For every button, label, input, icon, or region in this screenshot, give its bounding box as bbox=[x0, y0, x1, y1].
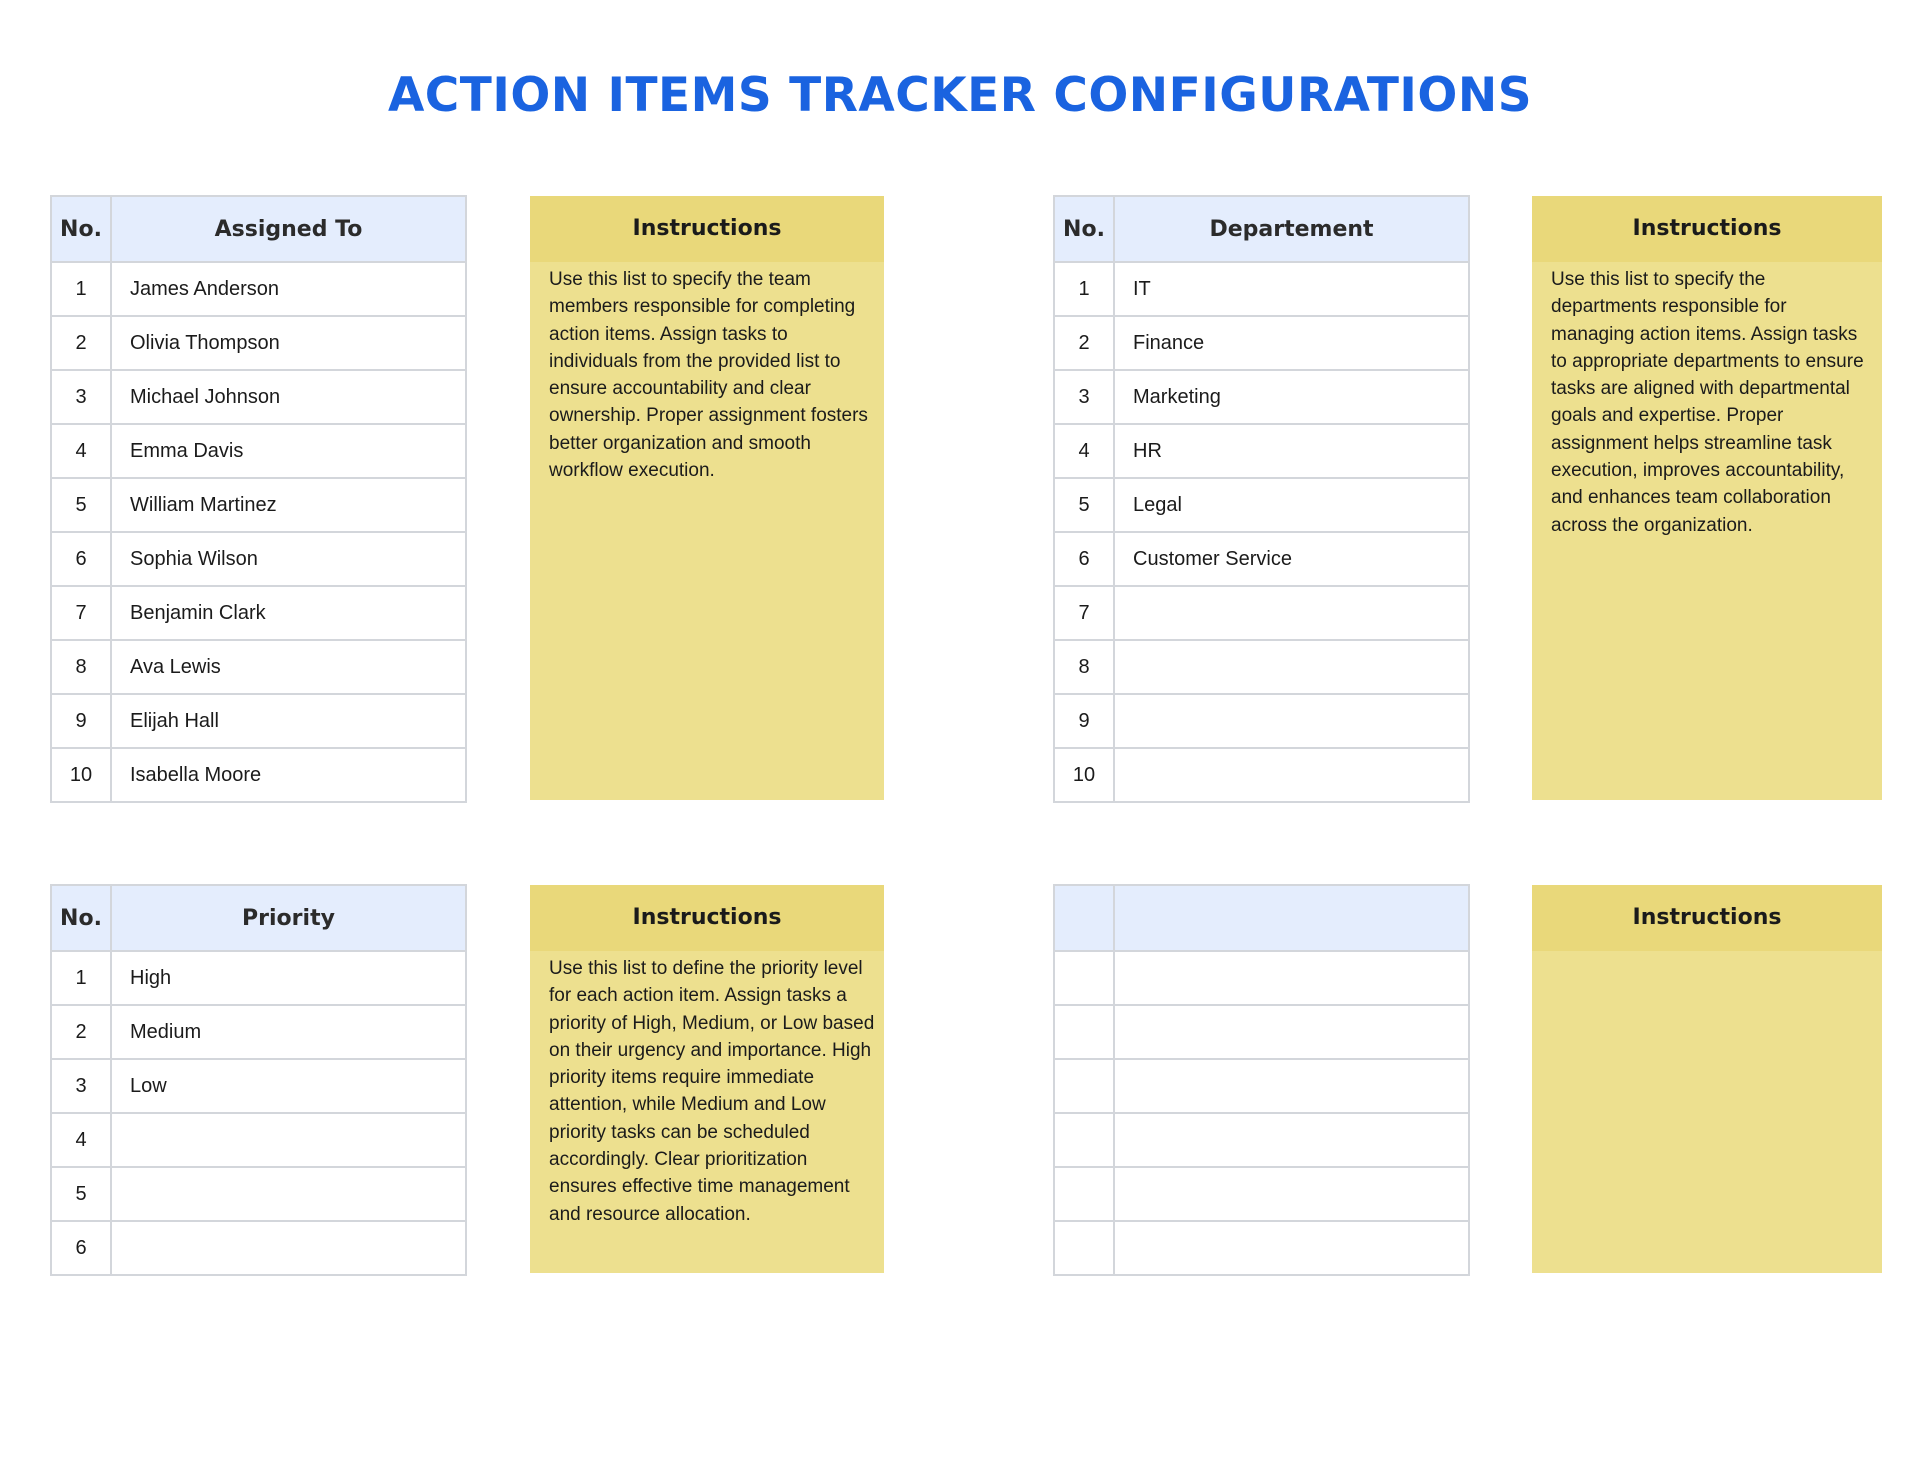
row-number: 6 bbox=[1054, 532, 1114, 586]
priority-cell[interactable] bbox=[111, 1113, 466, 1167]
table-row bbox=[1054, 640, 1469, 694]
department-cell[interactable]: Finance bbox=[1114, 316, 1469, 370]
department-cell[interactable]: Customer Service bbox=[1114, 532, 1469, 586]
table-row bbox=[1054, 748, 1469, 802]
row-number: 3 bbox=[51, 370, 111, 424]
table-row bbox=[51, 694, 466, 748]
priority-cell[interactable]: Low bbox=[111, 1059, 466, 1113]
assigned-to-table bbox=[50, 195, 467, 803]
row-number: 6 bbox=[51, 532, 111, 586]
instructions-title: Instructions bbox=[530, 196, 884, 262]
row-number: 10 bbox=[51, 748, 111, 802]
row-number bbox=[1054, 1167, 1114, 1221]
table-row bbox=[1054, 262, 1469, 316]
blank-config-table bbox=[1053, 884, 1470, 1276]
table-row bbox=[1054, 316, 1469, 370]
row-number: 1 bbox=[51, 951, 111, 1005]
value-cell[interactable] bbox=[1114, 1167, 1469, 1221]
table-row bbox=[1054, 1221, 1469, 1275]
row-number: 9 bbox=[51, 694, 111, 748]
table-row bbox=[1054, 1059, 1469, 1113]
table-row bbox=[51, 316, 466, 370]
row-number bbox=[1054, 1059, 1114, 1113]
instructions-title: Instructions bbox=[530, 885, 884, 951]
instructions-text: Use this list to specify the departments responsible for managing action items. Assign tasks to appropriate departments to ensure tasks are aligned with departmental goals and expertise. Proper assignment helps streamline task execution, improves accountability, and enhances team collaboration across the organization. bbox=[1551, 269, 1864, 536]
table-row bbox=[51, 951, 466, 1005]
priority-cell[interactable] bbox=[111, 1221, 466, 1275]
table-header-row bbox=[51, 885, 466, 951]
table-row bbox=[1054, 951, 1469, 1005]
row-number: 1 bbox=[1054, 262, 1114, 316]
priority-column-header: Priority bbox=[111, 885, 466, 951]
row-number: 9 bbox=[1054, 694, 1114, 748]
instructions-text bbox=[1532, 951, 1882, 955]
table-row bbox=[1054, 370, 1469, 424]
row-number bbox=[1054, 1221, 1114, 1275]
row-number: 4 bbox=[1054, 424, 1114, 478]
row-number: 2 bbox=[51, 316, 111, 370]
assignee-cell[interactable]: James Anderson bbox=[111, 262, 466, 316]
table-row bbox=[1054, 424, 1469, 478]
table-row bbox=[51, 424, 466, 478]
table-row bbox=[1054, 478, 1469, 532]
assignee-cell[interactable]: Isabella Moore bbox=[111, 748, 466, 802]
assigned-instructions-panel bbox=[530, 196, 884, 800]
table-row bbox=[51, 478, 466, 532]
priority-instructions-panel bbox=[530, 885, 884, 1273]
department-cell[interactable] bbox=[1114, 640, 1469, 694]
row-number: 3 bbox=[51, 1059, 111, 1113]
department-cell[interactable] bbox=[1114, 586, 1469, 640]
table-header-row bbox=[1054, 196, 1469, 262]
department-column-header: Departement bbox=[1114, 196, 1469, 262]
instructions-text: Use this list to define the priority level for each action item. Assign tasks a priority of High, Medium, or Low based on their urgency and importance. High priority items require immediate attention, while Medium and Low priority tasks can be scheduled accordingly. Clear prioritization ensures effective time management and resource allocation. bbox=[549, 958, 875, 1225]
department-table bbox=[1053, 195, 1470, 803]
table-row bbox=[51, 1113, 466, 1167]
department-cell[interactable]: Legal bbox=[1114, 478, 1469, 532]
table-row bbox=[51, 1221, 466, 1275]
row-number: 8 bbox=[1054, 640, 1114, 694]
row-number: 5 bbox=[1054, 478, 1114, 532]
row-number: 2 bbox=[1054, 316, 1114, 370]
priority-cell[interactable]: High bbox=[111, 951, 466, 1005]
department-cell[interactable]: HR bbox=[1114, 424, 1469, 478]
assignee-cell[interactable]: Olivia Thompson bbox=[111, 316, 466, 370]
table-header-row bbox=[1054, 885, 1469, 951]
no-column-header: No. bbox=[1054, 196, 1114, 262]
row-number: 4 bbox=[51, 424, 111, 478]
row-number bbox=[1054, 1113, 1114, 1167]
table-row bbox=[1054, 586, 1469, 640]
table-row bbox=[1054, 1113, 1469, 1167]
row-number: 3 bbox=[1054, 370, 1114, 424]
no-column-header bbox=[1054, 885, 1114, 951]
assignee-cell[interactable]: William Martinez bbox=[111, 478, 466, 532]
assignee-cell[interactable]: Sophia Wilson bbox=[111, 532, 466, 586]
table-header-row bbox=[51, 196, 466, 262]
department-cell[interactable]: IT bbox=[1114, 262, 1469, 316]
row-number: 8 bbox=[51, 640, 111, 694]
department-cell[interactable] bbox=[1114, 694, 1469, 748]
table-row bbox=[51, 1167, 466, 1221]
no-column-header: No. bbox=[51, 196, 111, 262]
blank-column-header bbox=[1114, 885, 1469, 951]
assignee-cell[interactable]: Ava Lewis bbox=[111, 640, 466, 694]
table-row bbox=[1054, 694, 1469, 748]
row-number: 7 bbox=[1054, 586, 1114, 640]
row-number: 2 bbox=[51, 1005, 111, 1059]
page-title: ACTION ITEMS TRACKER CONFIGURATIONS bbox=[387, 68, 1533, 123]
table-row bbox=[1054, 1005, 1469, 1059]
table-row bbox=[51, 262, 466, 316]
instructions-title: Instructions bbox=[1532, 885, 1882, 951]
table-row bbox=[51, 1005, 466, 1059]
priority-cell[interactable] bbox=[111, 1167, 466, 1221]
value-cell[interactable] bbox=[1114, 1113, 1469, 1167]
assignee-cell[interactable]: Michael Johnson bbox=[111, 370, 466, 424]
department-cell[interactable] bbox=[1114, 748, 1469, 802]
table-row bbox=[51, 532, 466, 586]
table-row bbox=[51, 748, 466, 802]
assignee-cell[interactable]: Emma Davis bbox=[111, 424, 466, 478]
value-cell[interactable] bbox=[1114, 1005, 1469, 1059]
row-number: 5 bbox=[51, 478, 111, 532]
row-number: 7 bbox=[51, 586, 111, 640]
value-cell[interactable] bbox=[1114, 1221, 1469, 1275]
department-cell[interactable]: Marketing bbox=[1114, 370, 1469, 424]
row-number: 10 bbox=[1054, 748, 1114, 802]
assignee-cell[interactable]: Benjamin Clark bbox=[111, 586, 466, 640]
row-number bbox=[1054, 951, 1114, 1005]
row-number: 4 bbox=[51, 1113, 111, 1167]
table-row bbox=[51, 370, 466, 424]
value-cell[interactable] bbox=[1114, 1059, 1469, 1113]
no-column-header: No. bbox=[51, 885, 111, 951]
table-row bbox=[51, 586, 466, 640]
assigned-to-column-header: Assigned To bbox=[111, 196, 466, 262]
blank-instructions-panel bbox=[1532, 885, 1882, 1273]
table-row bbox=[51, 1059, 466, 1113]
row-number: 1 bbox=[51, 262, 111, 316]
priority-cell[interactable]: Medium bbox=[111, 1005, 466, 1059]
table-row bbox=[1054, 1167, 1469, 1221]
instructions-text: Use this list to specify the team members responsible for completing action items. Assign tasks to individuals from the provided list to ensure accountability and clear ownership. Proper assignment fosters better organization and smooth workflow execution. bbox=[549, 269, 868, 482]
table-row bbox=[1054, 532, 1469, 586]
table-row bbox=[51, 640, 466, 694]
row-number bbox=[1054, 1005, 1114, 1059]
instructions-title: Instructions bbox=[1532, 196, 1882, 262]
value-cell[interactable] bbox=[1114, 951, 1469, 1005]
priority-table bbox=[50, 884, 467, 1276]
row-number: 5 bbox=[51, 1167, 111, 1221]
assignee-cell[interactable]: Elijah Hall bbox=[111, 694, 466, 748]
row-number: 6 bbox=[51, 1221, 111, 1275]
department-instructions-panel bbox=[1532, 196, 1882, 800]
